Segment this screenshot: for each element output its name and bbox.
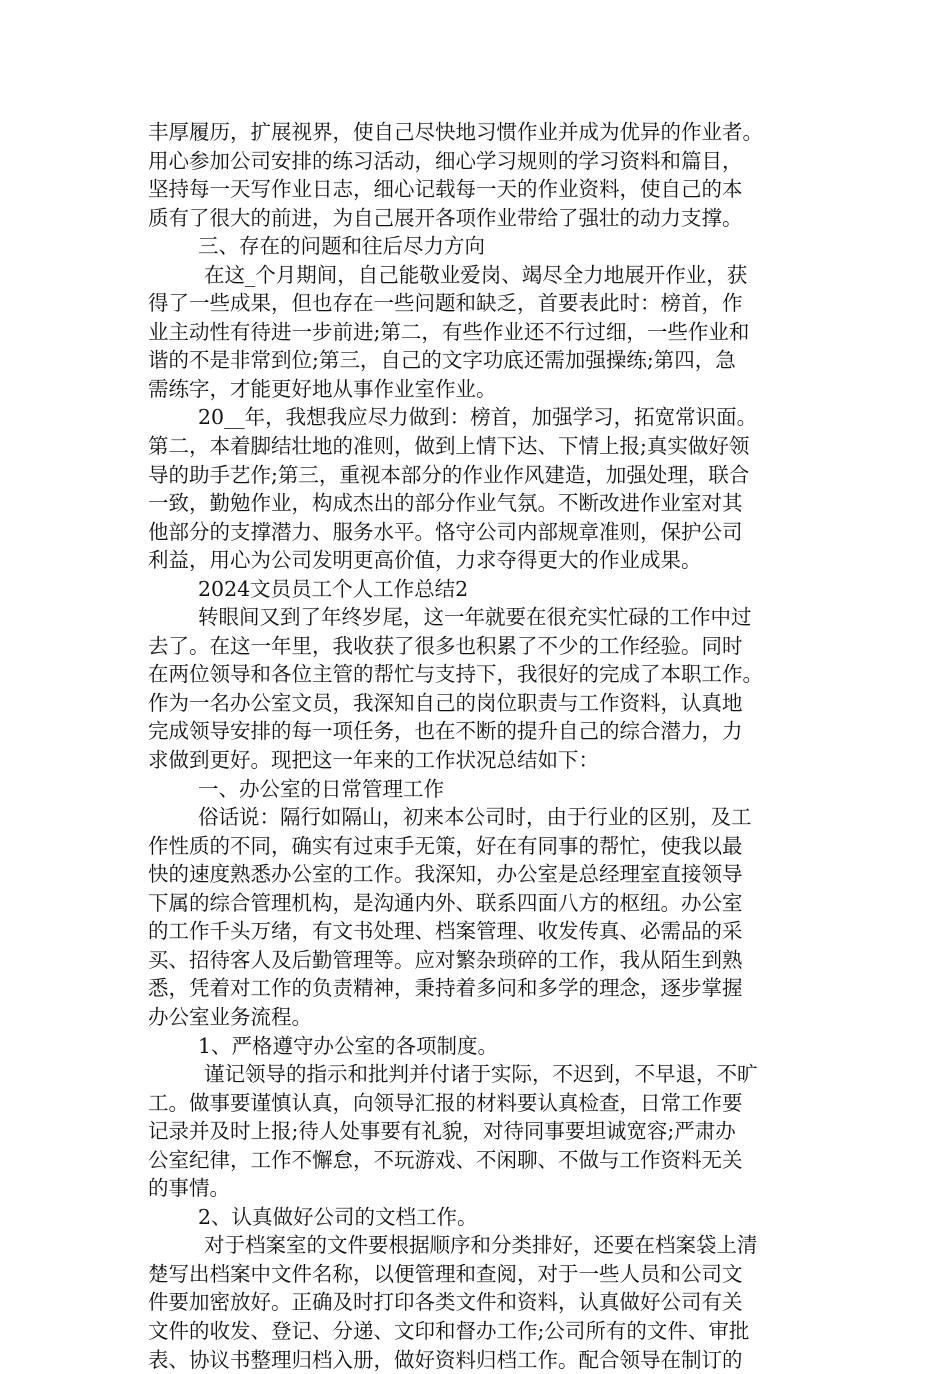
text-line: 公室纪律，工作不懈怠，不玩游戏、不闲聊、不做与工作资料无关 (148, 1147, 743, 1172)
text-line: 1、严格遵守办公室的各项制度。 (198, 1033, 499, 1058)
text-line: 转眼间又到了年终岁尾，这一年就要在很充实忙碌的工作中过 (198, 605, 752, 630)
text-line: 作为一名办公室文员，我深知自己的岗位职责与工作资料，认真地 (148, 690, 743, 715)
text-line: 需练字，才能更好地从事作业室作业。 (148, 376, 497, 401)
text-line: 俗话说：隔行如隔山，初来本公司时，由于行业的区别，及工 (198, 805, 752, 830)
text-line: 一、办公室的日常管理工作 (198, 776, 444, 801)
text-line: 谨记领导的指示和批判并付诸于实际，不迟到，不早退，不旷 (204, 1062, 758, 1087)
text-line: 利益，用心为公司发明更高价值，力求夺得更大的作业成果。 (148, 548, 702, 573)
text-line: 下属的综合管理机构，是沟通内外、联系四面八方的枢纽。办公室 (148, 890, 743, 915)
text-line: 文件的收发、登记、分递、文印和督办工作;公司所有的文件、审批 (148, 1318, 750, 1343)
text-line: 楚写出档案中文件名称，以便管理和查阅，对于一些人员和公司文 (148, 1261, 743, 1286)
text-line: 坚持每一天写作业日志，细心记载每一天的作业资料，使自己的本 (148, 177, 743, 202)
text-line: 办公室业务流程。 (148, 1004, 312, 1029)
text-line: 作性质的不同，确实有过束手无策，好在有同事的帮忙，使我以最 (148, 833, 743, 858)
text-line: 丰厚履历，扩展视界，使自己尽快地习惯作业并成为优异的作业者。 (148, 120, 763, 144)
document-body (148, 118, 808, 1374)
text-line: 买、招待客人及后勤管理等。应对繁杂琐碎的工作，我从陌生到熟 (148, 947, 743, 972)
text-line: 业主动性有待进一步前进;第二，有些作业还不行过细，一些作业和 (148, 319, 750, 344)
text-line: 用心参加公司安排的练习活动，细心学习规则的学习资料和篇目， (148, 148, 743, 173)
text-line: 完成领导安排的每一项任务，也在不断的提升自己的综合潜力，力 (148, 719, 743, 744)
text-line: 20__年，我想我应尽力做到：榜首，加强学习，拓宽常识面。 (198, 405, 758, 430)
text-line: 质有了很大的前进，为自己展开各项作业带给了强壮的动力支撑。 (148, 205, 743, 230)
text-line: 导的助手艺作;第三，重视本部分的作业作风建造，加强处理，联合 (148, 462, 750, 487)
text-line: 在两位领导和各位主管的帮忙与支持下，我很好的完成了本职工作。 (148, 662, 763, 687)
text-line: 第二，本着脚结壮地的准则，做到上情下达、下情上报;真实做好领 (148, 434, 750, 459)
text-line: 三、存在的问题和往后尽力方向 (198, 234, 485, 259)
text-line: 谐的不是非常到位;第三，自己的文字功底还需加强操练;第四，急 (148, 348, 736, 373)
text-line: 得了一些成果，但也存在一些问题和缺乏，首要表此时：榜首，作 (148, 291, 743, 316)
text-line: 的事情。 (148, 1176, 230, 1201)
text-line: 2024文员员工个人工作总结2 (198, 576, 469, 601)
text-line: 工。做事要谨慎认真，向领导汇报的材料要认真检查，日常工作要 (148, 1090, 743, 1115)
text-line: 求做到更好。现把这一年来的工作状况总结如下： (148, 748, 599, 773)
text-line: 一致，勤勉作业，构成杰出的部分作业气氛。不断改进作业室对其 (148, 491, 743, 516)
text-line: 他部分的支撑潜力、服务水平。恪守公司内部规章准则，保护公司 (148, 519, 743, 544)
text-line: 的工作千头万绪，有文书处理、档案管理、收发传真、必需品的采 (148, 919, 743, 944)
text-line: 悉，凭着对工作的负责精神，秉持着多问和多学的理念，逐步掌握 (148, 976, 743, 1001)
text-line: 表、协议书整理归档入册，做好资料归档工作。配合领导在制订的 (148, 1347, 743, 1372)
text-line: 件要加密放好。正确及时打印各类文件和资料，认真做好公司有关 (148, 1290, 743, 1315)
text-line: 去了。在这一年里，我收获了很多也积累了不少的工作经验。同时 (148, 633, 743, 658)
text-line: 2、认真做好公司的文档工作。 (198, 1204, 478, 1229)
text-line: 快的速度熟悉办公室的工作。我深知，办公室是总经理室直接领导 (148, 862, 743, 887)
text-line: 记录并及时上报;待人处事要有礼貌，对待同事要坦诚宽容;严肃办 (148, 1119, 736, 1144)
text-line: 对于档案室的文件要根据顺序和分类排好，还要在档案袋上清 (204, 1233, 758, 1258)
text-line: 在这_个月期间，自己能敬业爱岗、竭尽全力地展开作业，获 (204, 262, 748, 287)
